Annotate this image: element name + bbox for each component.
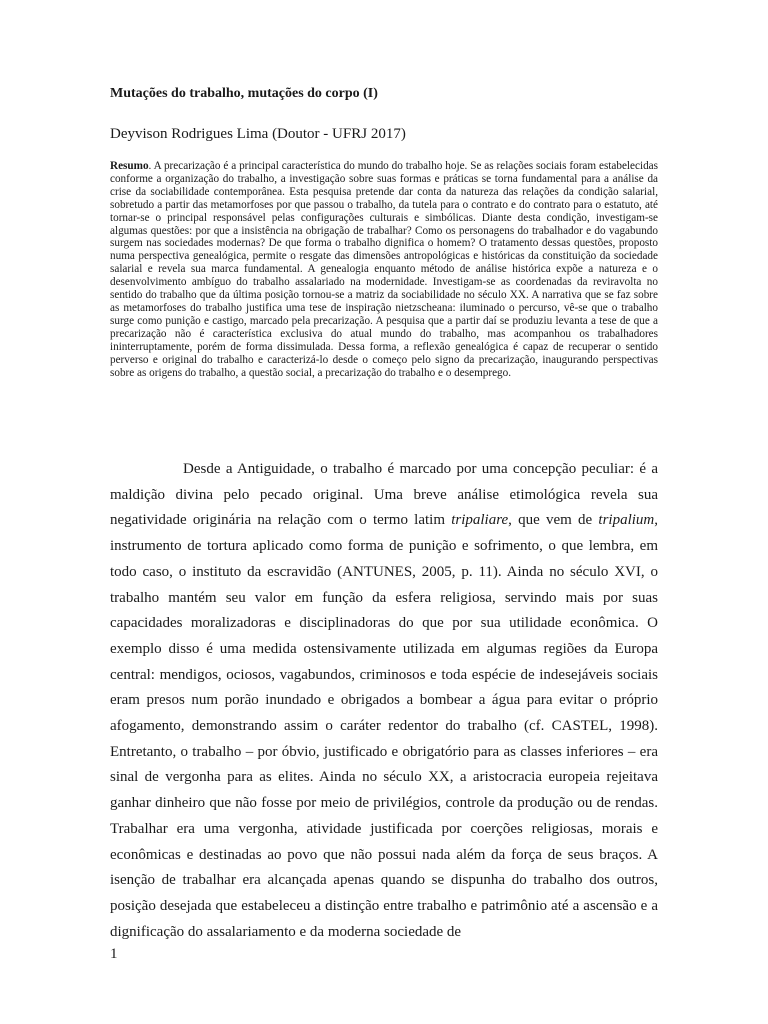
latin-term-tripalium: tripalium <box>598 512 655 529</box>
abstract-label: Resumo <box>110 160 149 172</box>
body-text-part1: Desde a Antiguidade, o trabalho é marcado por uma concepção peculiar: é a maldição divina pelo pecado original. Uma breve análise etimológica revela sua negatividade originária na relação com o termo latim <box>110 461 658 529</box>
document-title: Mutações do trabalho, mutações do corpo (I) <box>110 86 378 101</box>
latin-term-tripaliare: tripaliare <box>451 512 509 529</box>
abstract-text: . A precarização é a principal característica do mundo do trabalho hoje. Se as relações sociais foram estabelecidas conforme a organização do trabalho, a investigação sobre suas formas e práticas se torna fundamental para a análise da crise da sociabilidade contemporânea. Esta pesquisa pretende dar conta da natureza das relações da condição salarial, sobretudo a partir das metamorfoses por que passou o trabalho, da tutela para o contrato e do contrato para o estatuto, até tornar-se o principal responsável pelas configurações culturais e simbólicas. Diante desta condição, investigam-se algumas questões: por que a insistência na obrigação de trabalhar? Como os personagens do trabalhador e do vagabundo surgem nas sociedades modernas? De que forma o trabalho dignifica o homem? O tratamento dessas questões, proposto numa perspectiva genealógica, permite o resgate das dimensões antropológicas e históricas da constituição da sociedade salarial e revela sua marca fundamental. A genealogia enquanto método de análise histórica expõe a natureza e o desenvolvimento ambíguo do trabalho assalariado na modernidade. Investigam-se as coordenadas da reviravolta no sentido do trabalho que da última posição tornou-se a matriz da sociabilidade no século XX. A narrativa que se faz sobre as metamorfoses do trabalho justifica uma tese de inspiração nietzscheana: iluminado o percurso, vê-se que o trabalho surge como punição e castigo, marcado pela precarização. A pesquisa que a partir daí se produziu levanta a tese de que a precarização não é característica exclusiva do atual mundo do trabalho, mas acompanhou os trabalhadores ininterruptamente, porém de forma dissimulada. Dessa forma, a reflexão genealógica é capaz de recuperar o sentido perverso e original do trabalho e caracterizá-lo desde o começo pelo signo da precarização, inaugurando perspectivas sobre as origens do trabalho, a questão social, a precarização do trabalho e o desemprego. <box>110 160 658 379</box>
author-line: Deyvison Rodrigues Lima (Doutor - UFRJ 2017) <box>110 126 406 142</box>
body-text-part3: , instrumento de tortura aplicado como forma de punição e sofrimento, o que lembra, em todo caso, o instituto da escravidão (ANTUNES, 2005, p. 11). Ainda no século XVI, o trabalho mantém seu valor em função da esfera religiosa, servindo mais por suas capacidades moralizadoras e disciplinadoras do que por sua utilidade econômica. O exemplo disso é uma medida ostensivamente utilizada em algumas regiões da Europa central: mendigos, ociosos, vagabundos, criminosos e toda espécie de indesejáveis sociais eram presos num porão inundado e obrigados a bombear a água para evitar o próprio afogamento, demonstrando assim o caráter redentor do trabalho (cf. CASTEL, 1998). Entretanto, o trabalho – por óbvio, justificado e obrigatório para as classes inferiores – era sinal de vergonha para as elites. Ainda no século XX, a aristocracia europeia rejeitava ganhar dinheiro que não fosse por meio de privilégios, controle da produção ou de rendas. Trabalhar era uma vergonha, atividade justificada por coerções religiosas, morais e econômicas e destinadas ao povo que não possui nada além da força de seus braços. A isenção de trabalhar era alcançada apenas quando se dispunha do trabalho dos outros, posição desejada que estabeleceu a distinção entre trabalho e patrimônio até a ascensão e a dignificação do assalariamento e da moderna sociedade de <box>110 512 658 940</box>
abstract-paragraph <box>110 160 658 379</box>
body-paragraph <box>110 457 658 945</box>
body-text-part2: , que vem de <box>508 512 599 529</box>
page-number: 1 <box>110 946 118 962</box>
